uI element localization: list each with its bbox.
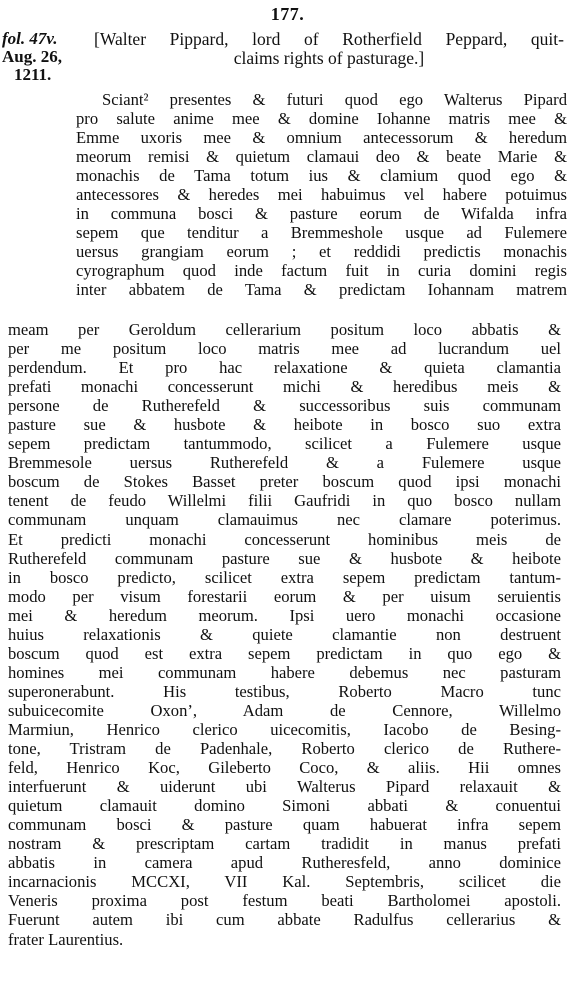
text-line: Sciant² presentes & futuri quod ego Walterus Pipard	[102, 90, 567, 109]
text-line: communam unquam clamauimus nec clamare poterimus.	[8, 510, 561, 530]
margin-note	[2, 30, 82, 84]
text-line: Bremmesole uersus Rutherefeld & a Fulemere usque	[8, 453, 561, 473]
text-line: cyrographum quod inde factum fuit in curia domini regis	[76, 261, 567, 281]
text-line: prefati monachi concesserunt michi & heredibus meis &	[8, 377, 561, 397]
text-line: homines mei communam habere debemus nec pasturam	[8, 662, 561, 682]
heading-line: claims rights of pasturage.]	[233, 48, 425, 68]
text-line: in communa bosci & pasture eorum de Wifalda infra	[76, 204, 567, 224]
charter-heading	[94, 30, 564, 68]
text-line: Veneris proxima post festum beati Bartholomei apostoli.	[8, 891, 561, 911]
text-line: antecessores & heredes mei habuimus vel habere potuimus	[76, 185, 567, 205]
text-line: Emme uxoris mee & omnium antecessorum & heredum	[76, 128, 567, 148]
text-line: inter abbatem de Tama & predictam Iohannam matrem	[76, 280, 567, 300]
charter-text-full	[8, 320, 561, 949]
text-line: uersus grangiam eorum ; et reddidi predictis monachis	[76, 242, 567, 262]
text-line: modo per visum forestarii eorum & per uisum seruientis	[8, 586, 561, 606]
folio-reference: fol. 47v.	[2, 29, 58, 48]
text-line: incarnacionis MCCXI, VII Kal. Septembris, scilicet die	[8, 872, 561, 892]
text-line: sepem predictam tantummodo, scilicet a Fulemere usque	[8, 434, 561, 454]
text-line: interfuerunt & uiderunt ubi Walterus Pipard relaxauit &	[8, 777, 561, 797]
text-line: tone, Tristram de Padenhale, Roberto clerico de Ruthere-	[8, 739, 561, 759]
text-line: pro salute anime mee & domine Iohanne matris mee &	[76, 109, 567, 129]
text-line: monachis de Tama totum ius & clamium quod ego &	[76, 166, 567, 186]
text-line: Et predicti monachi concesserunt hominibus meis de	[8, 529, 561, 549]
text-line: boscum de Stokes Basset preter boscum quod ipsi monachi	[8, 472, 561, 492]
text-line: Fuerunt autem ibi cum abbate Radulfus cellerarius &	[8, 910, 561, 930]
text-line: Rutherefeld communam pasture sue & husbote & heibote	[8, 548, 561, 568]
text-line: tenent de feudo Willelmi filii Gaufridi in quo bosco nullam	[8, 491, 561, 511]
text-line: boscum quod est extra sepem predictam in quo ego &	[8, 643, 561, 663]
text-line: pasture sue & husbote & heibote in bosco suo extra	[8, 415, 561, 435]
text-line: in bosco predicto, scilicet extra sepem predictam tantum-	[8, 567, 561, 587]
page-number: 177.	[270, 4, 305, 24]
text-line: meam per Geroldum cellerarium positum loco abbatis &	[8, 320, 561, 339]
text-line: perdendum. Et pro hac relaxatione & quieta clamantia	[8, 358, 561, 378]
text-line: communam bosci & pasture quam habuerat infra sepem	[8, 815, 561, 835]
text-line: subuicecomite Oxon’, Adam de Cennore, Willelmo	[8, 700, 561, 720]
text-line: frater Laurentius.	[8, 929, 124, 949]
text-line: Marmiun, Henrico clerico uicecomitis, Iacobo de Besing-	[8, 719, 561, 739]
text-line: meorum remisi & quietum clamaui deo & beate Marie &	[76, 147, 567, 167]
date-line: Aug. 26,	[2, 47, 62, 66]
text-line: quietum clamauit domino Simoni abbati & conuentui	[8, 796, 561, 816]
text-line: sepem que tenditur a Bremmeshole usque ad Fulemere	[76, 223, 567, 243]
text-line: persone de Rutherefeld & successoribus suis communam	[8, 396, 561, 416]
text-line: mei & heredum meorum. Ipsi uero monachi occasione	[8, 605, 561, 625]
text-line: abbatis in camera apud Rutheresfeld, anno dominice	[8, 853, 561, 873]
text-line: nostram & prescriptam cartam tradidit in manus prefati	[8, 834, 561, 854]
text-line: superonerabunt. His testibus, Roberto Macro tunc	[8, 681, 561, 701]
text-line: per me positum loco matris mee ad lucrandum uel	[8, 339, 561, 359]
text-line: feld, Henrico Koc, Gileberto Coco, & aliis. Hii omnes	[8, 758, 561, 778]
heading-line: [Walter Pippard, lord of Rotherfield Peppard, quit-	[94, 29, 564, 49]
charter-text-indented	[76, 90, 567, 300]
year-line: 1211.	[14, 65, 52, 84]
text-line: huius relaxationis & quiete clamantie non destruent	[8, 624, 561, 644]
